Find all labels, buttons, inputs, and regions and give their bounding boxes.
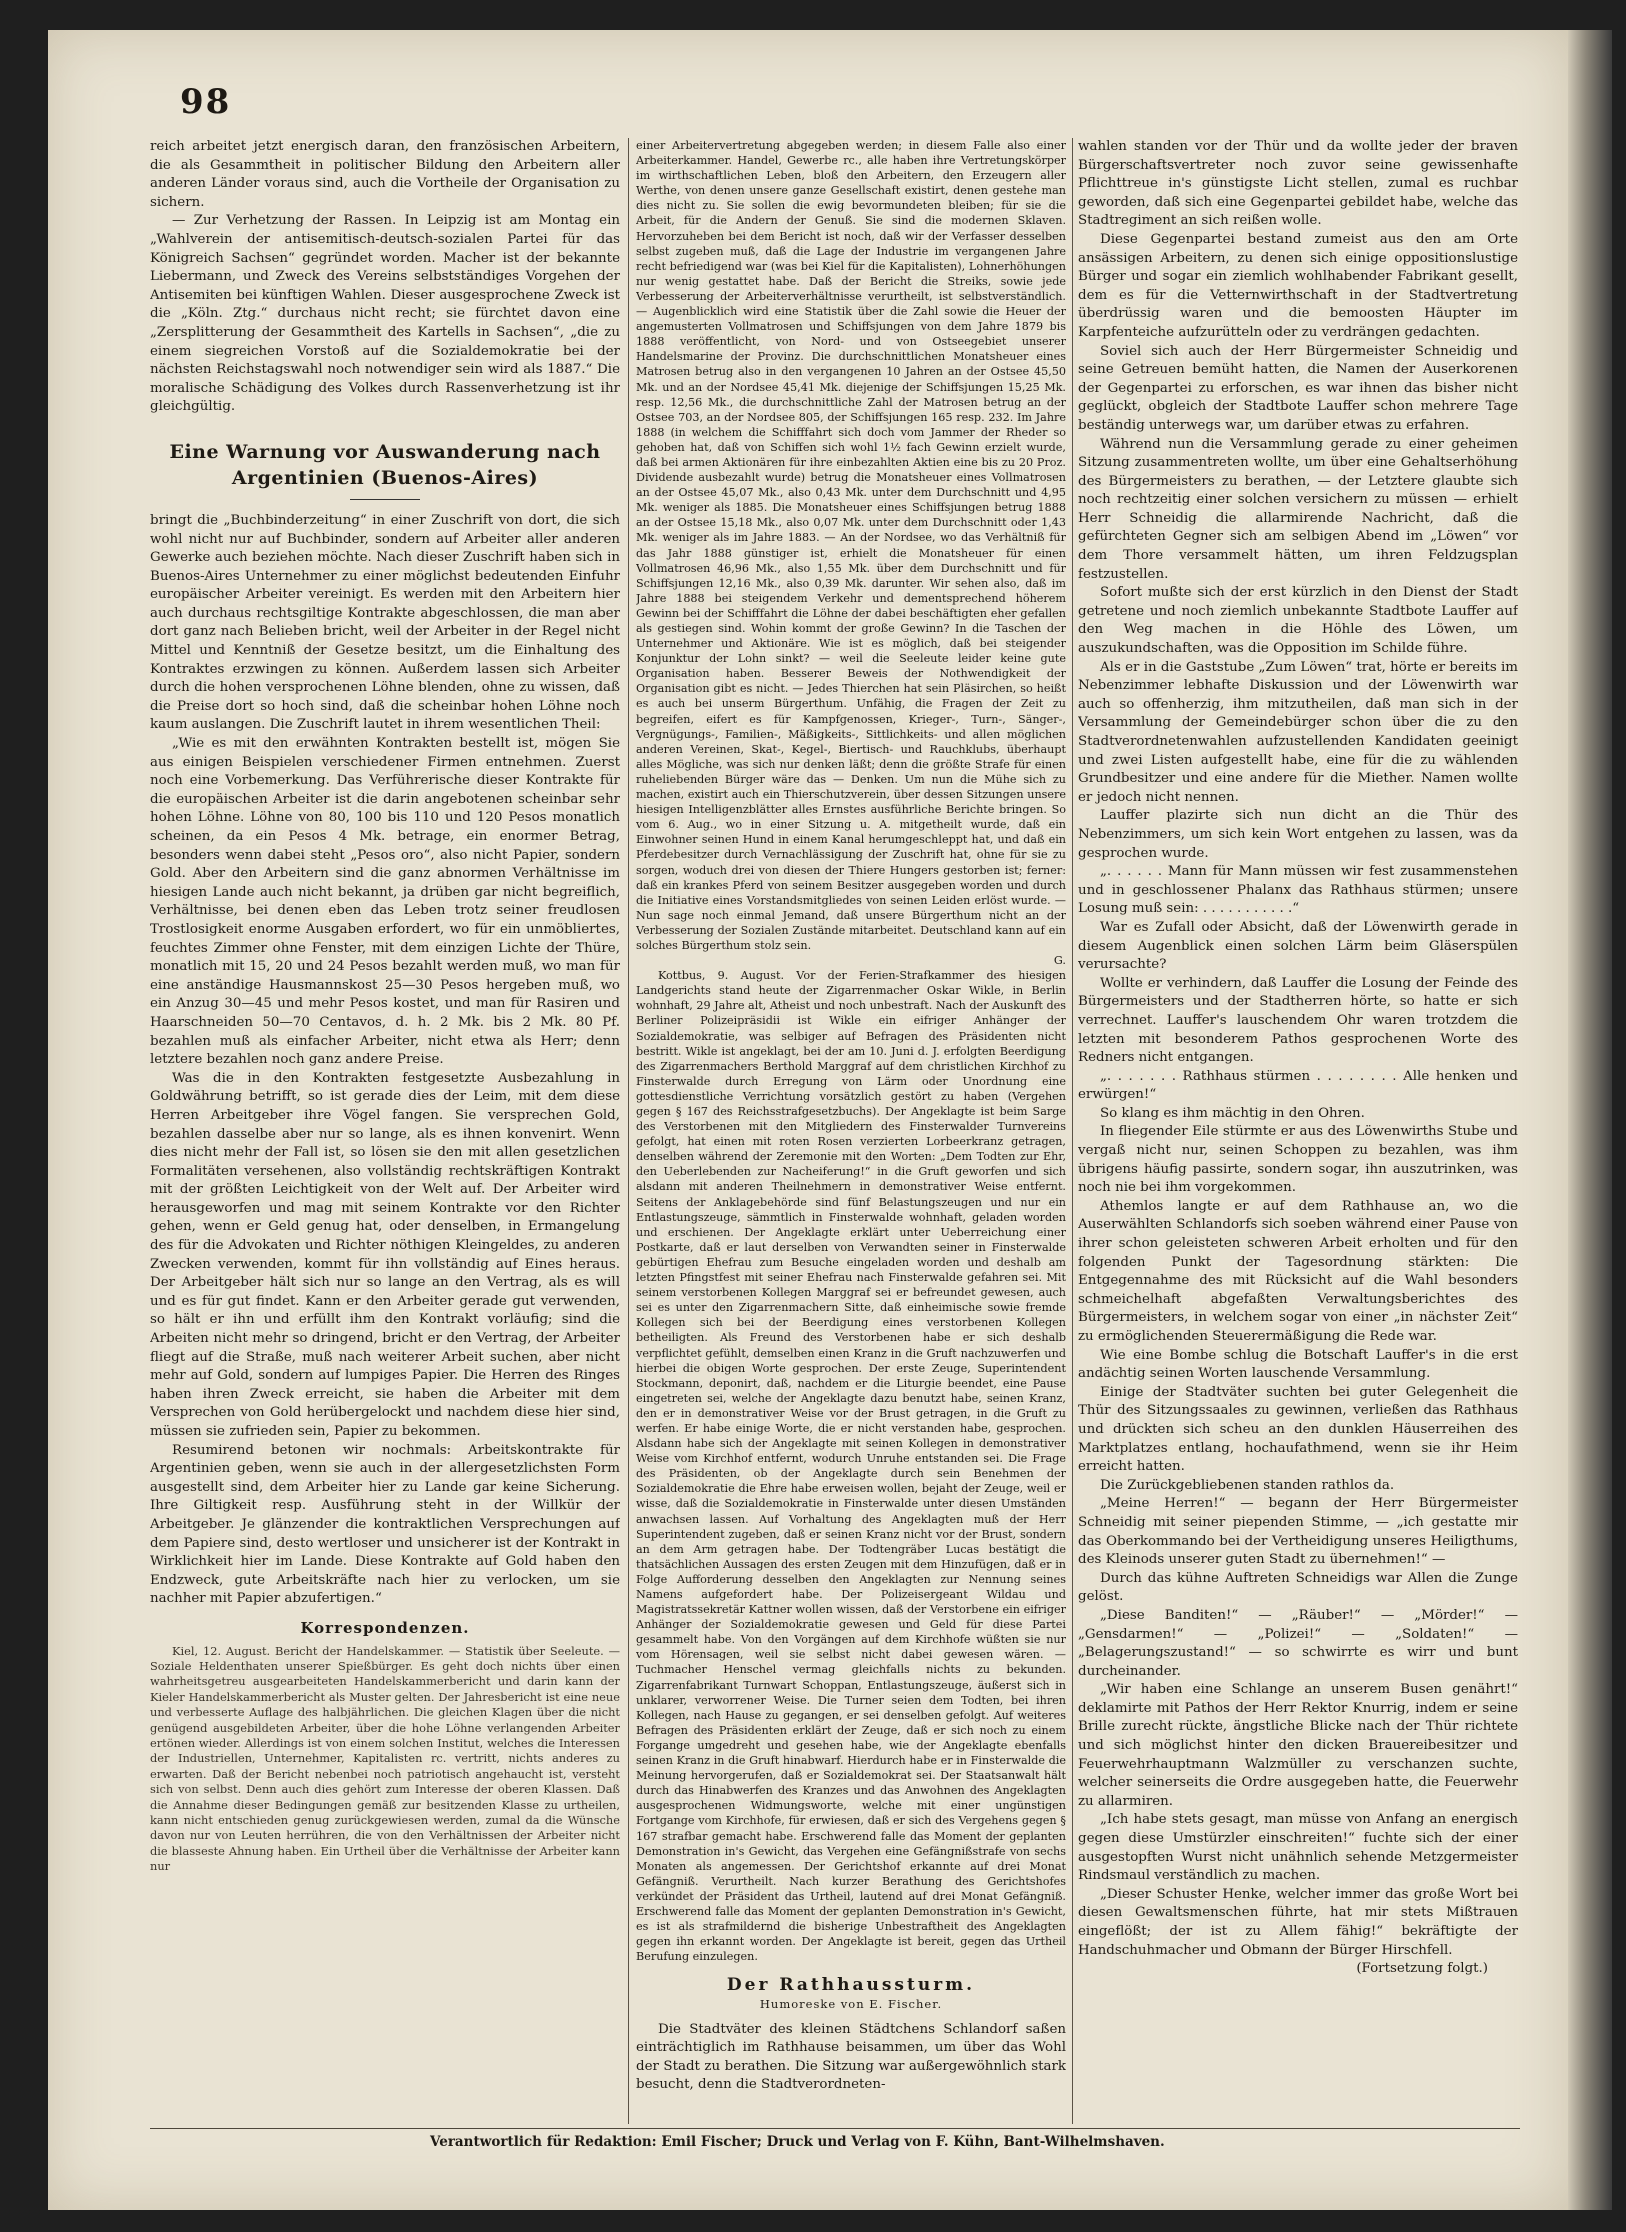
- book-edge: [1568, 30, 1612, 2210]
- imprint-footer: Verantwortlich für Redaktion: Emil Fischer; Druck und Verlag von F. Kühn, Bant-Wilhelmshaven.: [430, 2134, 1165, 2150]
- story-paragraph: „Wir haben eine Schlange an unserem Busen genährt!“ deklamirte mit Pathos der Herr Rektor Knurrig, indem er seine Brille zurecht rückte, ängstliche Blicke nach der Thür richtete und sich möglichst hinter den dicken Brauereibesitzer und Feuerwehrhauptmann Walzmüller zu verschanzen suchte, welcher seinerseits die Ordre ausgegeben hatte, die Feuerwehr zu allarmiren.: [1078, 1682, 1518, 1809]
- story-paragraph: Die Stadtväter des kleinen Städtchens Schlandorf saßen einträchtiglich im Rathhause beisammen, um über das Wohl der Stadt zu berathen. Die Sitzung war außergewöhnlich stark besucht, denn die Stadtverordneten-: [636, 2021, 1066, 2093]
- column-rule: [1072, 138, 1073, 2124]
- article-paragraph: Was die in den Kontrakten festgesetzte Ausbezahlung in Goldwährung betrifft, so ist gerade dies der Leim, mit dem diese Herren Arbeitgeber ihre Vögel fangen. Sie versprechen Gold, bezahlen dasselbe aber nur so lange, als es ihnen konvenirt. Wenn dies nicht mehr der Fall ist, so lösen sie den mit allen gesetzlichen Formalitäten versehenen, also vollständig rechtskräftigen Kontrakt mit der größten Leichtigkeit von der Welt auf. Der Arbeiter wird herausgeworfen und mag mit seinem Kontrakte vor den Richter gehen, wenn er Geld genug hat, oder denselben, in Ermangelung des für die Advokaten und Richter nöthigen Kleingeldes, zu anderen Zwecken verwenden, kommt für ihn vollständig auf Eines heraus. Der Arbeitgeber hält sich nur so lange an den Vertrag, als es will und es für gut findet. Kann er den Arbeiter gerade gut verwenden, so hält er ihn und erfüllt ihm den Kontrakt vorläufig; sind die Arbeiten nicht mehr so dringend, bricht er den Vertrag, der Arbeiter fliegt auf die Straße, muß nach weiterer Arbeit suchen, aber nicht mehr auf Gold, sondern auf lumpiges Papier. Die Herren des Ringes haben ihren Zweck erreicht, sie haben die Arbeiter mit dem Versprechen von Gold herübergelockt und nachdem diese hier sind, müssen sie zufrieden sein, Papier zu bekommen.: [150, 1070, 620, 1439]
- continuation-note: (Fortsetzung folgt.): [1356, 1961, 1488, 1977]
- article-paragraph: Resumirend betonen wir nochmals: Arbeitskontrakte für Argentinien geben, wenn sie auch in der allergesetzlichsten Form ausgestellt sind, dem Arbeiter hier zu Lande gar keine Sicherung. Ihre Giltigkeit resp. Ausführung steht in der Willkür der Arbeitgeber. Je glänzender die kontraktlichen Versprechungen auf dem Papiere sind, desto wertloser und unsicherer ist der Kontrakt in Wirklichkeit hier im Lande. Diese Kontrakte auf Gold haben den Endzweck, gute Arbeitskräfte nach hier zu verlocken, um sie nachher mit Papier abzufertigen.“: [150, 1442, 620, 1607]
- story-paragraph: Athemlos langte er auf dem Rathhause an, wo die Auserwählten Schlandorfs sich soeben während einer Pause von ihrer schon geleisteten schweren Arbeit erholten und für den folgenden Punkt der Tagesordnung stärkten: Die Entgegennahme des mit Rücksicht auf die Wahl besonders schmeichelhaft abgefaßten Verwaltungsberichtes des Bürgermeisters, in welchem sogar von einer „in nächster Zeit“ zu ermöglichenden Steuerermäßigung die Rede war.: [1078, 1198, 1518, 1344]
- page-number: 98: [180, 82, 232, 122]
- report-kottbus: Kottbus, 9. August. Vor der Ferien-Strafkammer des hiesigen Landgerichts stand heute der Zigarrenmacher Oskar Wikle, in Berlin wohnhaft, 29 Jahre alt, Atheist und noch unbestraft. Nach der Auskunft des Berliner Polizeipräsidii ist Wikle ein eifriger Anhänger der Sozialdemokratie, was selbiger auf Befragen des Präsidenten nicht bestritt. Wikle ist angeklagt, bei der am 10. Juni d. J. erfolgten Beerdigung des Zigarrenmachers Berthold Marggraf auf dem christlichen Kirchhof zu Finsterwalde durch Erregung von Lärm oder Unordnung eine gottesdienstliche Verrichtung vorsätzlich gestört zu haben (Vergehen gegen § 167 des Reichsstrafgesetzbuchs). Der Angeklagte ist beim Sarge des Verstorbenen mit den Mitgliedern des Finsterwalder Turnvereins gefolgt, hat einen mit roten Rosen verzierten Lorbeerkranz getragen, denselben während der Zeremonie mit den Worten: „Dem Todten zur Ehr, den Ueberlebenden zur Nacheiferung!“ in die Gruft geworfen und sich alsdann mit anderen Theilnehmern in demonstrativer Weise entfernt. Seitens der Anklagebehörde sind fünf Belastungszeugen und nur ein Entlastungszeuge, sämmtlich in Finsterwalde wohnhaft, geladen worden und erschienen. Der Angeklagte erklärt unter Ueberreichung einer Postkarte, daß er laut derselben von Verwandten seiner in Finsterwalde gebürtigen Ehefrau zum Besuche eingeladen worden und deshalb am letzten Pfingstfest mit seiner Ehefrau nach Finsterwalde gefahren sei. Mit seinem verstorbenen Kollegen Marggraf sei er befreundet gewesen, auch sei es unter den Zigarrenmachern Sitte, daß einheimische sowie fremde Kollegen sich bei der Beerdigung eines verstorbenen Kollegen betheiligten. Als Freund des Verstorbenen habe er sich deshalb verpflichtet gefühlt, demselben einen Kranz in die Gruft nachzuwerfen und hierbei die obigen Worte gesprochen. Der erste Zeuge, Superintendent Stockmann, deponirt, daß, nachdem er die Liturgie beendet, eine Pause eingetreten sei, welche der Angeklagte dazu benutzt habe, seinen Kranz, den er in demonstrativer Weise vor der Brust getragen, in die Gruft zu werfen. Er habe einige Worte, die er nicht verstanden habe, gesprochen. Alsdann habe sich der Angeklagte mit seinen Kollegen in demonstrativer Weise vom Kirchhof entfernt, wodurch Unruhe entstanden sei. Die Frage des Präsidenten, ob der Angeklagte durch sein Benehmen der Sozialdemokratie die Ehre habe erweisen wollen, bejaht der Zeuge, weil er wisse, daß die Sozialdemokratie in Finsterwalde unter diesen Umständen anwachsen lassen. Auf Vorhaltung des Angeklagten muß der Herr Superintendent zugeben, daß er seinen Kranz nicht vor der Brust, sondern an dem Arm getragen habe. Der Todtengräber Lucas bestätigt die thatsächlichen Aussagen des ersten Zeugen mit dem Hinzufügen, daß er in Folge Aufforderung desselben den Angeklagten zur Nennung seines Namens aufgefordert habe. Der Polizeisergeant Wildau und Magistratssekretär Kattner wollen wissen, daß der Verstorbene ein eifriger Anhänger der Sozialdemokratie gewesen und Geld für diese Partei gesammelt habe. Von den Vorgängen auf dem Kirchhofe wüßten sie nur vom Hörensagen, weil sie selbst nicht dabei gewesen wären. — Tuchmacher Henschel vermag gleichfalls nichts zu bekunden. Zigarrenfabrikant Turnwart Schoppan, Entlastungszeuge, äußerst sich in unklarer, verworrener Weise. Die Turner seien dem Todten, bei ihren Kollegen, nach Hause zu gegangen, er sei denselben gefolgt. Auf weiteres Befragen des Präsidenten erklärt der Zeuge, daß er sich noch zu einem Forgange umgedreht und gesehen habe, wie der Angeklagte ebenfalls seinen Kranz in die Gruft hinabwarf. Hierdurch habe er in Finsterwalde die Meinung hervorgerufen, daß er Sozialdemokrat sei. Der Staatsanwalt hält durch das Hinabwerfen des Kranzes und das Anwohnen des Angeklagten ausgesprochenen Widmungsworte, welche mit einer ungünstigen Fortgange vom Kirchhofe, für erwiesen, daß er sich des Vergehens gegen § 167 strafbar gemacht habe. Erschwerend falle das Moment der geplanten Demonstration in's Gewicht, das Vergehen eine Gefängnißstrafe von sechs Monaten als angemessen. Der Gerichtshof erkannte auf drei Monat Gefängniß. Verurtheilt. Nach kurzer Berathung des Gerichtshofes verkündet der Präsident das Urtheil, lautend auf drei Monat Gefängniß. Erschwerend falle das Moment der geplanten Demonstration in's Gewicht, es ist als strafmildernd die bisherige Unbestraftheit des Angeklagten gegen ihn erkannt worden. Der Angeklagte ist bereit, gegen das Urtheil Berufung einzulegen.: [636, 969, 1066, 1964]
- story-paragraph: „. . . . . . . Rathhaus stürmen . . . . . . . . Alle henken und erwürgen!“: [1078, 1068, 1518, 1103]
- story-paragraph: Durch das kühne Auftreten Schneidigs war Allen die Zunge gelöst.: [1078, 1570, 1518, 1605]
- argentinien-heading: Eine Warnung vor Auswanderung nach Argentinien (Buenos-Aires): [169, 440, 601, 489]
- heading-divider: [350, 499, 420, 500]
- story-paragraph: Während nun die Versammlung gerade zu einer geheimen Sitzung zusammentreten wollte, um über eine Gehaltserhöhung des Bürgermeisters zu berathen, — der Letztere glaubte sich noch rechtzeitig einer solchen versichern zu müssen — erhielt Herr Schneidig die allarmirende Nachricht, daß die gefürchteten Gegner sich am selbigen Abend im „Löwen“ vor dem Thore versammelt hätten, um ihren Feldzugsplan festzustellen.: [1078, 436, 1518, 582]
- article-heading: [150, 439, 620, 500]
- story-paragraph: Lauffer plazirte sich nun dicht an die Thür des Nebenzimmers, um sich kein Wort entgehen zu lassen, was da gesprochen wurde.: [1078, 808, 1518, 861]
- footer-divider: [150, 2128, 1520, 2129]
- story-paragraph: Die Zurückgebliebenen standen rathlos da.: [1100, 1477, 1395, 1493]
- story-paragraph: So klang es ihm mächtig in den Ohren.: [1100, 1105, 1365, 1121]
- story-paragraph: „. . . . . . Mann für Mann müssen wir fest zusammenstehen und in geschlossener Phalanx das Rathhaus stürmen; unsere Losung muß sein: . . . . . . . . . . .“: [1078, 864, 1518, 917]
- story-paragraph: In fliegender Eile stürmte er aus des Löwenwirths Stube und vergaß nicht nur, seinen Schoppen zu bezahlen, was ihm übrigens häufig passirte, sondern sogar, ihn auszutrinken, was noch nie bei ihm vorgekommen.: [1078, 1124, 1518, 1196]
- article-paragraph: reich arbeitet jetzt energisch daran, den französischen Arbeitern, die als Gesammtheit in politischer Bildung den Arbeitern aller anderen Länder voraus sind, auch die Vortheile der Organisation zu sichern.: [150, 139, 620, 210]
- story-author: Humoreske von E. Fischer.: [759, 1997, 943, 2012]
- story-paragraph: Sofort mußte sich der erst kürzlich in den Dienst der Stadt getretene und noch ziemlich unbekannte Stadtbote Lauffer auf den Weg machen in die Höhle des Löwen, um auszukundschaften, was die Opposition im Schilde führe.: [1078, 585, 1518, 657]
- column-1: [150, 138, 620, 2124]
- article-paragraph: bringt die „Buchbinderzeitung“ in einer Zuschrift von dort, die sich wohl nicht nur auf Buchbinder, sondern auf Arbeiter aller anderen Gewerke auch beziehen möchte. Nach dieser Zuschrift haben sich in Buenos-Aires Unternehmer zu einer möglichst bedeutenden Einfuhr europäischer Arbeiter vereinigt. Es werden mit den Arbeitern hier auch durchaus rechtsgiltige Kontrakte abgeschlossen, die man aber dort ganz nach Belieben bricht, weil der Arbeiter in der Regel nicht Mittel und Kenntniß der Gesetze besitzt, um die Einhaltung des Kontraktes erzwingen zu können. Außerdem lassen sich Arbeiter durch die hohen versprochenen Löhne blenden, ohne zu wissen, daß die Preise dort so hoch sind, daß die scheinbar hohen Löhne noch kaum auslangen. Die Zuschrift lautet in ihrem wesentlichen Theil:: [150, 512, 620, 733]
- story-paragraph: Einige der Stadtväter suchten bei guter Gelegenheit die Thür des Sitzungssaales zu gewinnen, verließen das Rathhaus und drückten sich scheu an den dunklen Häuserreihen des Marktplatzes entlang, hochaufathmend, wenn sie ihr Heim erreicht hatten.: [1078, 1384, 1518, 1475]
- story-title: Der Rathhaussturm.: [726, 1975, 976, 1996]
- story-paragraph: „Diese Banditen!“ — „Räuber!“ — „Mörder!“ — „Gensdarmen!“ — „Polizei!“ — „Soldaten!“ — „Belagerungszustand!“ — so schwirrte es wirr und bunt durcheinander.: [1078, 1607, 1518, 1679]
- column-2: [636, 138, 1066, 2124]
- column-3: [1078, 138, 1518, 2124]
- story-paragraph: „Dieser Schuster Henke, welcher immer das große Wort bei diesen Gewaltsmenschen führte, hat mir stets Mißtrauen eingeflößt; der ist zu Allem fähig!“ bekräftigte der Handschuhmacher und Obmann der Bürger Hirschfell.: [1078, 1886, 1518, 1958]
- report-kiel: Kiel, 12. August. Bericht der Handelskammer. — Statistik über Seeleute. — Soziale Heldenthaten unserer Spießbürger. Es geht doch nichts über einen wahrheitsgetreu ausgearbeiteten Handelskammerbericht und darin kann der Kieler Handelskammerbericht als Muster gelten. Der Jahresbericht ist eine neue und verbesserte Auflage des halbjährlichen. Die gleichen Klagen über die nicht genügend ausgebildeten Arbeiter, über die hohe Löhne verlangenden Arbeiter ertönen wieder. Allerdings ist von einem solchen Institut, welches die Interessen der Industriellen, Unternehmer, Kapitalisten rc. vertritt, nichts anderes zu erwarten. Daß der Bericht nebenbei noch patriotisch angehaucht ist, versteht sich von selbst. Denn auch dies gehört zum Interesse der oberen Klassen. Daß die Annahme dieser Bedingungen gemäß zur besitzenden Klasse zu urtheilen, kann nicht entschieden genug zurückgewiesen werden, zumal da die Wünsche davon nur von Leuten herrühren, die von den Verhältnissen der Arbeiter nicht die blasseste Ahnung haben. Ein Urtheil über die Verhältnisse der Arbeiter kann nur: [150, 1643, 620, 1874]
- article-rassen: — Zur Verhetzung der Rassen. In Leipzig ist am Montag ein „Wahlverein der antisemitisch-deutsch-sozialen Partei für das Königreich Sachsen“ gegründet worden. Macher ist der bekannte Liebermann, und Zweck des Vereins selbstständiges Vorgehen der Antisemiten bei künftigen Wahlen. Dieser ausgesprochene Zweck ist die „Köln. Ztg.“ durchaus nicht recht; sie fürchtet davon eine „Zersplitterung der Gesammtheit des Kartells in Sachsen“, „die zu einem siegreichen Vorstoß auf die Sozialdemokratie bei der nächsten Reichstagswahl noch notwendiger sein wird als 1887.“ Die moralische Schädigung des Volkes durch Rassenverhetzung ist ihr gleichgültig.: [150, 213, 620, 415]
- story-paragraph: „Meine Herren!“ — begann der Herr Bürgermeister Schneidig mit seiner piependen Stimme, — „ich gestatte mir das Oberkommando bei der Vertheidigung unseres Heiligthums, des Kleinods unserer guten Stadt zu übernehmen!“ —: [1078, 1496, 1518, 1568]
- story-paragraph: Wie eine Bombe schlug die Botschaft Lauffer's in die erst andächtig seinen Worten lauschende Versammlung.: [1078, 1347, 1518, 1382]
- story-paragraph: Diese Gegenpartei bestand zumeist aus den am Orte ansässigen Arbeitern, zu denen sich einige oppositionslustige Bürger und sogar ein ziemlich wohlhabender Fabrikant gesellt, dem es für die Vetternwirthschaft in der Stadtvertretung überdrüssig waren und die bemoosten Häupter im Karpfenteiche aufzurütteln oder zu verdrängen gedachten.: [1078, 231, 1518, 340]
- story-paragraph: wahlen standen vor der Thür und da wollte jeder der braven Bürgerschaftsvertreter noch zuvor seine gewissenhafte Pflichttreue in's günstigste Licht stellen, zumal es ruchbar geworden, daß sich eine Gegenpartei gebildet habe, welche das Stadtregiment an sich reißen wolle.: [1078, 139, 1518, 229]
- report-kiel-continued: einer Arbeitervertretung abgegeben werden; in diesem Falle also einer Arbeiterkammer. Handel, Gewerbe rc., alle haben ihre Vertretungskörper im wirthschaftlichen Leben, bloß den Arbeitern, den Erzeugern aller Werthe, von denen unsere ganze Gesellschaft existirt, denen gestehe man dies nicht zu. Sie sollen die ewig bevormundeten bleiben; für sie die Arbeit, für die Andern der Genuß. Sie sind die modernen Sklaven. Hervorzuheben bei dem Bericht ist noch, daß wir der Verfasser desselben selbst zugeben muß, daß die Lage der Industrie im vergangenen Jahre recht befriedigend war (was bei Kiel für die Kapitalisten), Lohnerhöhungen nur wenig gestattet habe. Daß der Bericht die Streiks, sowie jede Verbesserung der Arbeiterverhältnisse verurtheilt, ist selbstverständlich. — Augenblicklich wird eine Statistik über die Zahl sowie die Heuer der angemusterten Vollmatrosen und Schiffsjungen von dem Jahre 1879 bis 1888 veröffentlicht, von Nord- und von Ostseegebiet unserer Handelsmarine der Provinz. Die durchschnittlichen Monatsheuer eines Matrosen betrug also in den vergangenen 10 Jahren an der Ostsee 45,50 Mk. und an der Nordsee 45,41 Mk. diejenige der Schiffsjungen 15,25 Mk. resp. 12,56 Mk., die durchschnittliche Zahl der Matrosen betrug an der Ostsee 703, an der Nordsee 805, der Schiffsjungen 165 resp. 232. Im Jahre 1888 (in welchem die Schifffahrt sich doch vom Jammer der Rheder so gehoben hat, daß von Schiffen sich wohl 1½ fach Gewinn erzielt wurde, daß bei armen Aktionären für ihre einbezahlten Aktien eine bis zu 20 Proz. Dividende ausbezahlt wurde) betrug die Monatsheuer eines Vollmatrosen an der Ostsee 45,07 Mk., also 0,43 Mk. unter dem Durchschnitt und 4,95 Mk. weniger als 1885. Die Monatsheuer eines Schiffsjungen betrug 1888 an der Ostsee 15,18 Mk., also 0,07 Mk. unter dem Durchschnitt oder 1,43 Mk. weniger als im Jahre 1883. — An der Nordsee, wo das Verhältniß für das Jahr 1888 günstiger ist, erhielt die Monatsheuer für einen Vollmatrosen 46,96 Mk., also 1,55 Mk. über dem Durchschnitt und für Schiffsjungen 12,16 Mk., also 0,39 Mk. darunter. Wir sehen also, daß im Jahre 1888 bei steigendem Verkehr und dementsprechend höherem Gewinn bei der Schifffahrt die Löhne der dabei beschäftigten eher gefallen als gestiegen sind. Wohin kommt der große Gewinn? In die Taschen der Unternehmer und Aktionäre. Wie ist es möglich, daß bei steigender Konjunktur der Lohn sinkt? — weil die Seeleute leider keine gute Organisation haben. Besserer Beweis der Nothwendigkeit der Organisation gibt es nicht. — Jedes Thierchen hat sein Pläsirchen, so heißt es auch bei unserm Bürgerthum. Unfähig, die Fragen der Zeit zu begreifen, eifert es für Kampfgenossen, Krieger-, Turn-, Sänger-, Vergnügungs-, Familien-, Mäßigkeits-, Sittlichkeits- und allen möglichen anderen Vereinen, Skat-, Kegel-, Biertisch- und Rauchklubs, überhaupt alles Mögliche, was sich nur denken läßt; denn die größte Strafe für einen ruheliebenden Bürger wäre das — Denken. Um nun die Mühe sich zu machen, existirt auch ein Thierschutzverein, über dessen Sitzungen unsere hiesigen Intelligenzblätter alles Ernstes ausführliche Berichte bringen. So vom 6. Aug., wo in einer Sitzung u. A. mitgetheilt wurde, daß ein Einwohner seinen Hund in einem Kanal herumgeschleppt hat, und daß ein Pferdebesitzer durch Vernachlässigung der Zuschrift hat, ohne für sie zu sorgen, woduch drei von diesen der Thiere Hungers gestorben ist; ferner: daß ein krankes Pferd von seinem Besitzer ausgegeben worden und durch die Initiative eines Vorstandsmitgliedes von seinen Leiden erlöst wurde. — Nun sage noch einmal Jemand, daß unsere Bürgerthum nicht an der Verbesserung der Sozialen Zustände mitarbeitet. Deutschland kann auf ein solches Bürgerthum stolz sein.: [636, 139, 1066, 952]
- signature: G.: [1053, 954, 1066, 968]
- story-paragraph: Wollte er verhindern, daß Lauffer die Losung der Feinde des Bürgermeisters und der Stadtherren hörte, so hatte er sich verrechnet. Lauffer's lauschendem Ohr waren trotzdem die letzten mit besonderem Pathos gesprochenen Worte des Redners nicht entgangen.: [1078, 975, 1518, 1066]
- story-paragraph: Als er in die Gaststube „Zum Löwen“ trat, hörte er bereits im Nebenzimmer lebhafte Diskussion und der Löwenwirth war auch so offenherzig, ihm mitzutheilen, daß man sich in der Versammlung der Gemeindebürger schon über die zu den Stadtverordnetenwahlen aufzustellenden Kandidaten geeinigt und zwei Listen aufgestellt habe, eine für die zu wählenden Grundbesitzer und eine andere für die Miether. Namen wollte er jedoch nicht nennen.: [1078, 659, 1518, 805]
- article-paragraph: „Wie es mit den erwähnten Kontrakten bestellt ist, mögen Sie aus einigen Beispielen verschiedener Firmen entnehmen. Zuerst noch eine Vorbemerkung. Das Verführerische dieser Kontrakte für die europäischen Arbeiter ist die darin angebotenen scheinbar sehr hohen Löhne. Löhne von 80, 100 bis 110 und 120 Pesos monatlich scheinen, da ein Pesos 4 Mk. betrage, ein enormer Betrag, besonders wenn dabei steht „Pesos oro“, also nicht Papier, sondern Gold. Aber den Arbeitern sind die ganz abnormen Verhältnisse im hiesigen Lande auch nicht bekannt, ja drüben gar nicht begreiflich, Verhältnisse, bei denen eben das Leben trotz seiner freudlosen Trostlosigkeit enorme Ausgaben erfordert, wo für ein unmöbliertes, feuchtes Zimmer ohne Fenster, mit dem einzigen Lichte der Thüre, monatlich mit 15, 20 und 24 Pesos bezahlt werden muß, wo man für eine anständige Hausmannskost 25—30 Pesos hergeben muß, wo ein Anzug 30—45 und mehr Pesos kostet, und man für Rasiren und Haarschneiden 50—70 Centavos, d. h. 2 Mk. bis 2 Mk. 80 Pf. bezahlen muß als einfacher Arbeiter, nicht etwa als Herr; denn letztere bezahlen noch ganz andere Preise.: [150, 736, 620, 1068]
- story-paragraph: War es Zufall oder Absicht, daß der Löwenwirth gerade in diesem Augenblick einen solchen Lärm beim Gläserspülen verursachte?: [1078, 919, 1518, 973]
- column-rule: [628, 138, 629, 2124]
- story-paragraph: Soviel sich auch der Herr Bürgermeister Schneidig und seine Getreuen bemüht hatten, die Namen der Auserkorenen der Gegenpartei zu erforschen, es war ihnen das bisher nicht geglückt, obgleich der Stadtbote Lauffer schon mehrere Tage beständig unterwegs war, um darüber etwas zu erfahren.: [1078, 343, 1518, 433]
- section-heading-correspondence: Korrespondenzen.: [300, 1618, 470, 1637]
- story-paragraph: „Ich habe stets gesagt, man müsse von Anfang an energisch gegen diese Umstürzler einschreiten!“ fuchte sich der einer ausgestopften Wurst nicht unähnlich sehende Metzgermeister Rindsmaul verständlich zu machen.: [1078, 1812, 1518, 1884]
